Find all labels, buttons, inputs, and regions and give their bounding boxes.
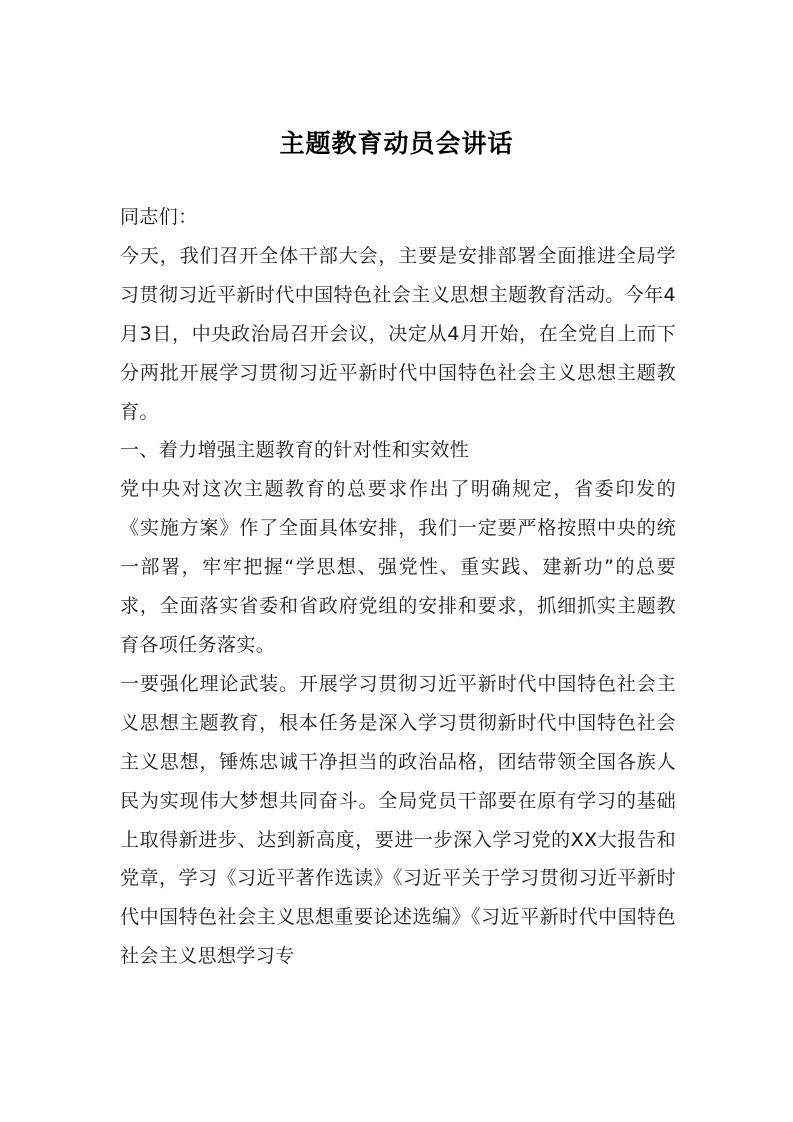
theory-paragraph: 一要强化理论武装。开展学习贯彻习近平新时代中国特色社会主义思想主题教育，根本任务是深入学习贯彻新时代中国特色社会主义思想，锤炼忠诚干净担当的政治品格，团结带领全国各族人民为实现伟大梦想共同奋斗。全局党员干部要在原有学习的基础上取得新进步、达到新高度，要进一步深入学习党的XX大报告和党章，学习《习近平著作选读》《习近平关于学习贯彻习近平新时代中国特色社会主义思想重要论述选编》《习近平新时代中国特色社会主义思想学习专	[120, 672, 676, 968]
requirements-paragraph: 党中央对这次主题教育的总要求作出了明确规定，省委印发的《实施方案》作了全面具体安排，我们一定要严格按照中央的统一部署，牢牢把握“学思想、强党性、重实践、建新功”的总要求，全面落实省委和省政府党组的安排和要求，抓细抓实主题教育各项任务落实。	[120, 478, 676, 656]
salutation-paragraph: 同志们：	[120, 206, 198, 228]
section-heading: 一、着力增强主题教育的针对性和实效性	[120, 439, 470, 462]
intro-paragraph: 今天，我们召开全体干部大会，主要是安排部署全面推进全局学习贯彻习近平新时代中国特色社会主义思想主题教育活动。今年4月3日，中央政治局召开会议，决定从4月开始，在全党自上而下分两批开展学习贯彻习近平新时代中国特色社会主义思想主题教育。	[120, 244, 676, 423]
document-body	[120, 198, 676, 976]
document-title: 主题教育动员会讲话	[279, 129, 514, 158]
